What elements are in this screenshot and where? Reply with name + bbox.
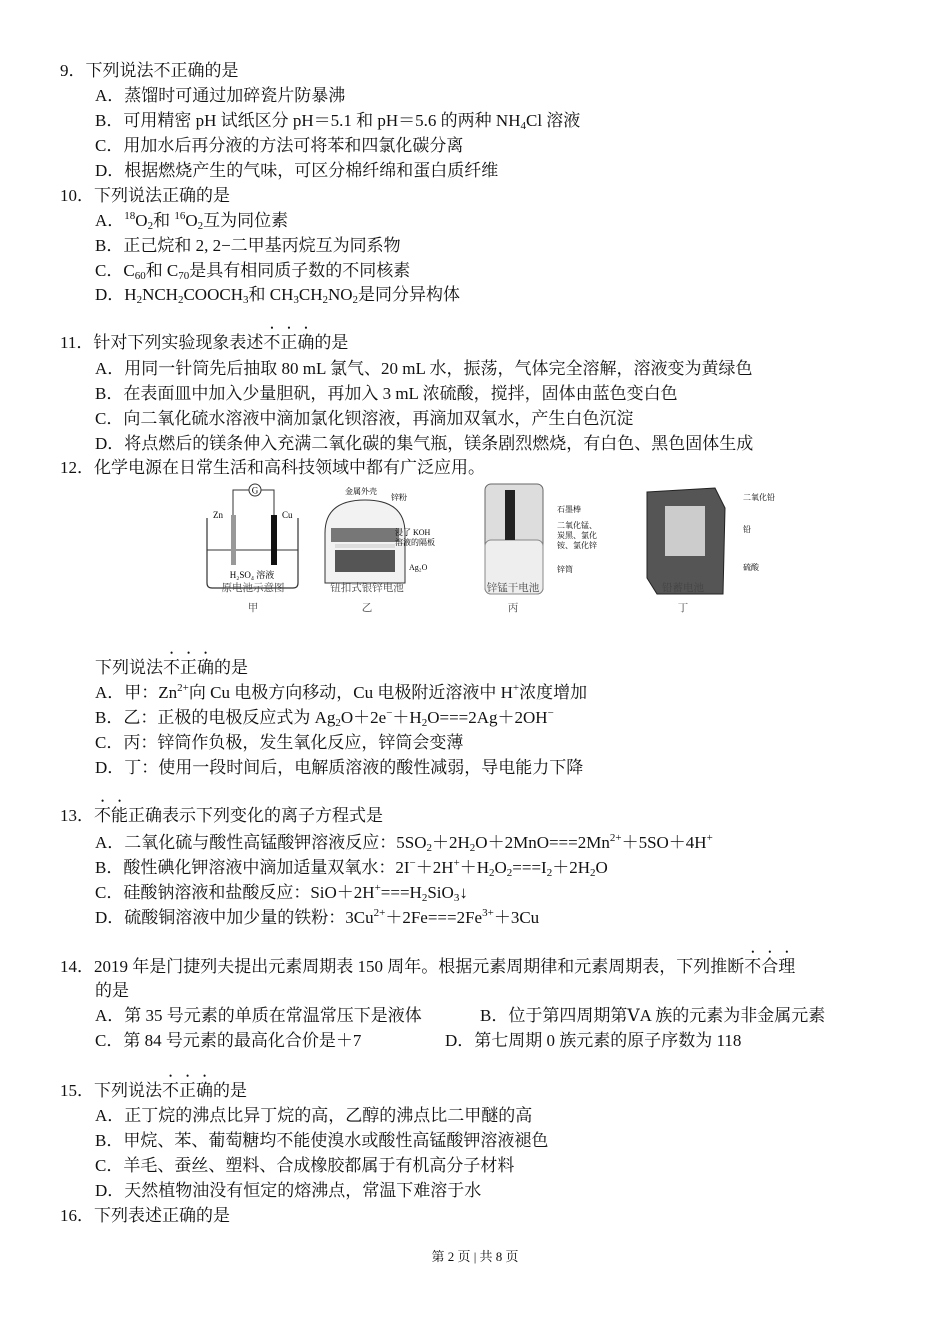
subscript: 3 — [293, 294, 299, 306]
text-run: NO — [327, 285, 353, 304]
text-run: D．根据燃烧产生的气味，可区分棉纤绵和蛋白质纤维 — [95, 161, 499, 180]
paste-label-3: 铵、氯化锌 — [557, 541, 597, 550]
text-run: ＋3Cu — [493, 908, 540, 927]
subscript: 3 — [242, 294, 249, 306]
text-run: D．丁：使用一段时间后，电解质溶液的酸性减弱，导电能力下降 — [95, 758, 584, 777]
text-run: 和 — [153, 211, 175, 230]
subscript: 4 — [520, 120, 526, 132]
battery-figure — [195, 478, 795, 618]
question-line — [95, 732, 463, 754]
caption-bing: 锌锰干电池 — [486, 583, 540, 594]
text-run: B．乙：正极的电极反应式为 Ag — [95, 708, 336, 727]
text-run: 的是 — [95, 981, 129, 1000]
question-line — [95, 907, 539, 929]
text-run: ===H — [380, 883, 422, 902]
text-run: B．甲烷、苯、葡萄糖均不能使溴水或酸性高锰酸钾溶液褪色 — [95, 1131, 549, 1150]
question-line — [95, 980, 129, 1002]
question-line — [95, 1155, 514, 1177]
tag-yi: 乙 — [361, 603, 373, 614]
pbo2-label: 二氧化铅 — [743, 493, 775, 502]
supscript: 18 — [124, 210, 136, 222]
text-run: A．用同一针筒先后抽取 80 mL 氯气、20 mL 水，振荡，气体完全溶解，溶液变为黄绿色 — [95, 359, 753, 378]
text-run: 9．下列说法不正确的是 — [60, 61, 239, 80]
pb-label: 铅 — [743, 525, 751, 534]
text-run: B．正己烷和 2, 2−二甲基丙烷互为同系物 — [95, 236, 401, 255]
text-run: SiO — [427, 883, 454, 902]
question-line — [60, 185, 230, 207]
text-run: C．C — [95, 261, 135, 280]
question-line — [95, 1105, 532, 1127]
question-line — [95, 1180, 481, 1202]
text-run: ＋2H — [415, 858, 454, 877]
text-run: B．可用精密 pH 试纸区分 pH＝5.1 和 pH＝5.6 的两种 NH — [95, 111, 521, 130]
subscript: 2 — [352, 294, 359, 306]
text-run: 浓度增加 — [519, 683, 588, 702]
subscript: 2 — [426, 842, 433, 854]
text-run: D．天然植物油没有恒定的熔沸点，常温下难溶于水 — [95, 1181, 482, 1200]
question-line — [95, 210, 288, 232]
subscript: 2 — [177, 294, 184, 306]
supscript: 16 — [174, 210, 186, 222]
text-run: A． — [95, 211, 125, 230]
zn-label: Zn — [213, 510, 223, 520]
supscript: + — [512, 682, 520, 694]
text-run: D．将点燃后的镁条伸入充满二氧化碳的集气瓶，镁条剧烈燃烧，有白色、黑色固体生成 — [95, 434, 754, 453]
text-run: D．H — [95, 285, 137, 304]
text-run: COOCH — [183, 285, 243, 304]
graphite-rod-label: 石墨棒 — [557, 505, 581, 514]
supscript: 2+ — [609, 832, 622, 844]
question-line — [95, 1130, 548, 1152]
text-run: 11．针对下列实验现象表述 — [60, 333, 264, 352]
supscript: 2+ — [177, 682, 189, 694]
text-run: C．用加水后再分液的方法可将苯和四氯化碳分离 — [95, 136, 464, 155]
paste-label-1: 二氧化锰、 — [557, 521, 597, 530]
question-line — [60, 457, 485, 479]
question-line — [60, 1205, 230, 1227]
emphasized-text: 不正确 — [162, 1081, 213, 1100]
text-run: A．蒸馏时可通过加碎瓷片防暴沸 — [95, 86, 346, 105]
text-run: D．第七周期 0 族元素的原子序数为 118 — [445, 1031, 742, 1050]
caption-yi: 钮扣式银锌电池 — [330, 583, 404, 594]
caption-jia: 原电池示意图 — [221, 583, 285, 594]
tag-bing: 丙 — [507, 603, 519, 614]
question-line — [95, 882, 468, 904]
text-run: 12．化学电源在日常生活和高科技领域中都有广泛应用。 — [60, 458, 485, 477]
cu-label: Cu — [282, 510, 293, 520]
text-run: O — [494, 858, 507, 877]
supscript: 3+ — [482, 907, 494, 919]
emphasized-text: 不合理 — [744, 957, 796, 976]
question-line — [95, 433, 753, 455]
question-line — [95, 135, 463, 157]
question-line — [60, 947, 795, 978]
solution-label: H₂SO₄ 溶液 — [229, 570, 275, 580]
question-line — [95, 260, 410, 282]
question-line — [95, 358, 752, 380]
supscript: + — [374, 882, 381, 894]
text-run: O — [185, 211, 198, 230]
emphasized-text: 不正确 — [163, 658, 214, 677]
question-line — [445, 1030, 741, 1052]
question-line — [95, 1030, 361, 1052]
question-line — [60, 796, 383, 827]
subscript: 2 — [489, 867, 495, 879]
text-run: C．丙：锌筒作负极，发生氧化反应，锌筒会变薄 — [95, 733, 464, 752]
button-cell-diagram — [325, 486, 435, 583]
question-line — [95, 857, 608, 879]
question-line — [95, 284, 460, 306]
text-run: O＋2MnO===2Mn — [475, 833, 610, 852]
text-run: 14．2019 年是门捷列夫提出元素周期表 150 周年。根据元素周期律和元素周期表，下列推断 — [60, 957, 745, 976]
subscript: 2 — [136, 294, 143, 306]
dry-cell-diagram — [485, 484, 597, 594]
question-line — [60, 323, 348, 354]
subscript: 2 — [147, 220, 154, 232]
text-run: A．第 35 号元素的单质在常温常压下是液体 — [95, 1006, 422, 1025]
subscript: 3 — [453, 892, 460, 904]
galvanic-cell-diagram — [207, 484, 298, 588]
text-run: C．向二氧化硫水溶液中滴加氯化钡溶液，再滴加双氧水，产生白色沉淀 — [95, 409, 634, 428]
text-run: O — [595, 858, 608, 877]
question-line — [95, 832, 713, 854]
question-line — [95, 408, 633, 430]
text-run: ＋5SO＋4H — [621, 833, 707, 852]
text-run: 13． — [60, 806, 94, 825]
text-run: 正确表示下列变化的离子方程式是 — [128, 806, 383, 825]
question-line — [95, 85, 345, 107]
separator-label-2: 溶液的隔板 — [395, 538, 435, 547]
caption-ding: 铅蓄电池 — [662, 583, 704, 594]
tag-jia: 甲 — [247, 603, 259, 614]
supscript: 2+ — [373, 907, 386, 919]
text-run: 的是 — [214, 658, 248, 677]
text-run: O — [135, 211, 148, 230]
text-run: B．位于第四周期第ⅤA 族的元素为非金属元素 — [480, 1006, 826, 1025]
text-run: NCH — [142, 285, 178, 304]
subscript: 2 — [197, 220, 204, 232]
text-run: 的是 — [213, 1081, 247, 1100]
text-run: ＋H — [459, 858, 489, 877]
supscript: − — [409, 857, 416, 869]
question-line — [95, 707, 554, 729]
question-line — [95, 1005, 422, 1027]
question-line — [60, 60, 239, 82]
text-run: A．二氧化硫与酸性高锰酸钾溶液反应：5SO — [95, 833, 427, 852]
text-run: 是具有相同质子数的不同核素 — [189, 261, 411, 280]
text-run: 是同分异构体 — [358, 285, 461, 304]
shell-label: 金属外壳 — [345, 487, 377, 496]
zinc-powder-label: 锌粉 — [391, 493, 407, 502]
subscript: 2 — [322, 294, 328, 306]
text-run: 10．下列说法正确的是 — [60, 186, 230, 205]
question-line — [60, 1071, 247, 1102]
question-line — [95, 235, 401, 257]
tag-ding: 丁 — [677, 603, 689, 614]
separator-label-1: 浸了 KOH — [395, 528, 431, 537]
subscript: 70 — [178, 270, 190, 282]
text-run: ＋2H — [552, 858, 590, 877]
subscript: 2 — [590, 867, 596, 879]
text-run: A．甲：Zn — [95, 683, 178, 702]
text-run: B．在表面皿中加入少量胆矾，再加入 3 mL 浓硫酸，搅拌，固体由蓝色变白色 — [95, 384, 678, 403]
subscript: 2 — [546, 867, 553, 879]
text-run: D．硫酸铜溶液中加少量的铁粉：3Cu — [95, 908, 374, 927]
subscript: 2 — [469, 842, 476, 854]
text-run: 向 Cu 电极方向移动，Cu 电极附近溶液中 H — [188, 683, 513, 702]
text-run: ===I — [512, 858, 547, 877]
question-line — [95, 682, 587, 704]
lead-acid-battery-diagram — [647, 488, 775, 594]
text-run: O===2Ag＋2OH — [427, 708, 548, 727]
text-run: 和 C — [145, 261, 179, 280]
emphasized-text: 不正确 — [263, 333, 315, 352]
text-run: 15．下列说法 — [60, 1081, 162, 1100]
text-run: ＋H — [392, 708, 422, 727]
text-run: O＋2e — [340, 708, 387, 727]
text-run: Cl 溶液 — [525, 111, 581, 130]
text-run: ＋2Fe===2Fe — [385, 908, 483, 927]
subscript: 2 — [421, 892, 428, 904]
text-run: 和 CH — [248, 285, 294, 304]
text-run: 16．下列表述正确的是 — [60, 1206, 230, 1225]
supscript: + — [706, 832, 713, 844]
supscript: − — [386, 707, 393, 719]
question-line — [95, 383, 678, 405]
text-run: 下列说法 — [95, 658, 163, 677]
emphasized-text: 不能 — [94, 806, 128, 825]
subscript: 60 — [134, 270, 146, 282]
text-run: 的是 — [314, 333, 349, 352]
text-run: C．羊毛、蚕丝、塑料、合成橡胶都属于有机高分子材料 — [95, 1156, 515, 1175]
zinc-can-label: 锌筒 — [557, 565, 573, 574]
text-run: ↓ — [459, 883, 468, 902]
subscript: 2 — [421, 717, 428, 729]
text-run: C．第 84 号元素的最高化合价是＋7 — [95, 1031, 362, 1050]
question-line — [95, 110, 580, 132]
text-run: 互为同位素 — [203, 211, 289, 230]
galvanometer-label: G — [251, 485, 259, 496]
text-run: C．硅酸钠溶液和盐酸反应：SiO＋2H — [95, 883, 375, 902]
text-run: A．正丁烷的沸点比异丁烷的高，乙醇的沸点比二甲醚的高 — [95, 1106, 533, 1125]
question-line — [95, 757, 583, 779]
question-line — [95, 648, 248, 679]
acid-label: 硫酸 — [743, 563, 759, 572]
supscript: − — [547, 707, 554, 719]
page-footer: 第 2 页 | 共 8 页 — [431, 1249, 519, 1264]
subscript: 2 — [506, 867, 513, 879]
paste-label-2: 炭黑、氯化 — [557, 531, 597, 540]
ag2o-label: Ag₂O — [409, 563, 428, 572]
supscript: + — [453, 857, 460, 869]
text-run: B．酸性碘化钾溶液中滴加适量双氧水：2I — [95, 858, 410, 877]
text-run: ＋2H — [432, 833, 470, 852]
question-line — [480, 1005, 825, 1027]
subscript: 2 — [335, 717, 341, 729]
text-run: CH — [298, 285, 323, 304]
question-line — [95, 160, 498, 182]
